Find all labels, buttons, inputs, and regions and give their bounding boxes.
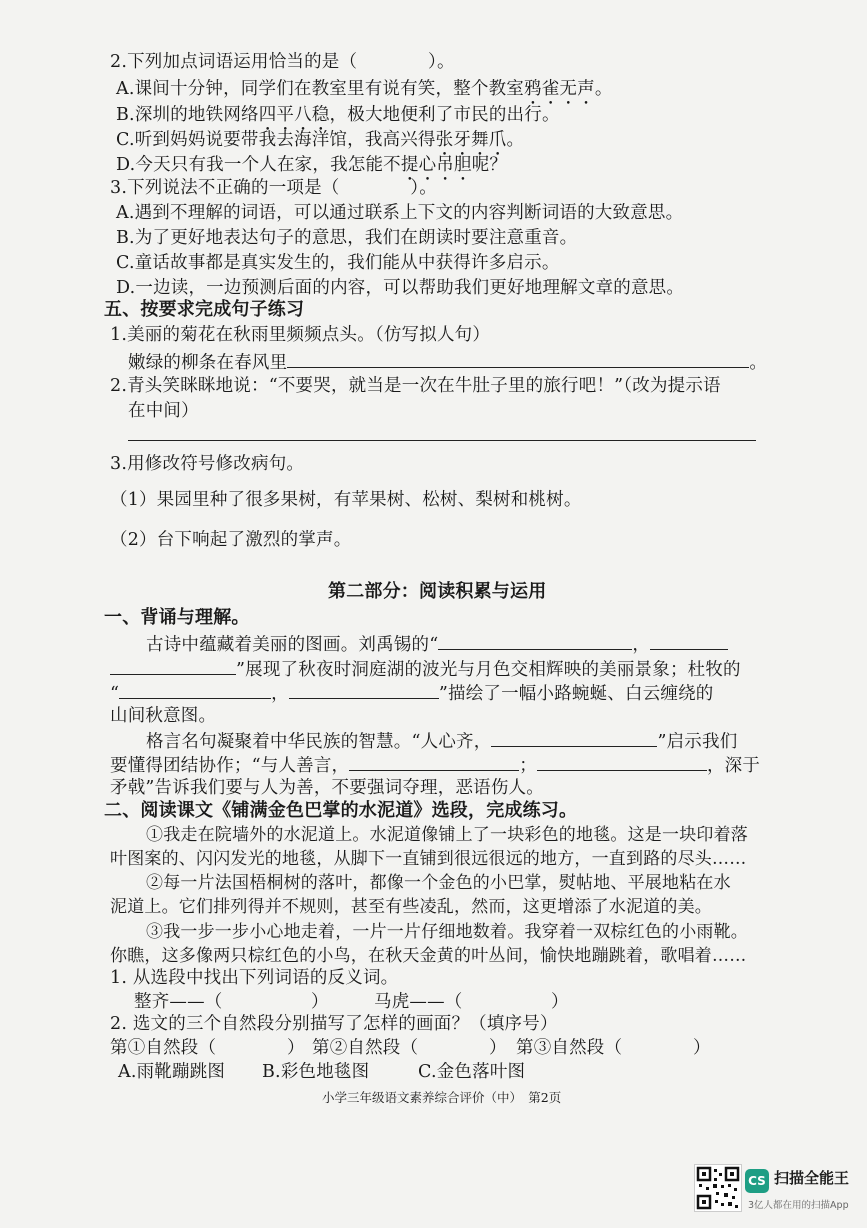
part2-title: 第二部分：阅读积累与运用: [328, 581, 547, 602]
poem-line-4: 山间秋意图。: [110, 706, 217, 726]
s5-q1-stem: 1.美丽的菊花在秋雨里频频点头。（仿写拟人句）: [110, 325, 491, 345]
s5-q2-stem-cont: 在中间）: [128, 401, 199, 421]
q2-option-b: B.深圳的地铁网络四平八稳，极大地便利了市民的出行。: [116, 105, 560, 125]
poem-blank-2b[interactable]: [110, 656, 236, 675]
motto-blank-3[interactable]: [537, 752, 707, 771]
q3-option-c: C.童话故事都是真实发生的，我们能从中获得许多启示。: [116, 253, 560, 273]
s5-q1-answer-line: 嫩绿的柳条在春风里 。: [128, 349, 767, 375]
q3-option-d: D.一边读，一边预测后面的内容，可以帮助我们更好地理解文章的意思。: [116, 278, 685, 298]
q2-option-d: D.今天只有我一个人在家，我怎能不提心吊胆呢？: [116, 155, 508, 175]
q2-option-a: A.课间十分钟，同学们在教室里有说有笑，整个教室鸦雀无声。: [116, 79, 613, 99]
q3-stem: 3.下列说法不正确的一项是（ ）。: [110, 178, 437, 198]
part2-sec1-title: 一、背诵与理解。: [104, 607, 250, 628]
qr-code-icon: [694, 1164, 742, 1212]
poem-blank-4[interactable]: [289, 680, 439, 699]
exercise-2-p1[interactable]: 第①自然段（ ）: [110, 1038, 305, 1058]
motto-line-1: 格言名句凝聚着中华民族的智慧。“人心齐， ”启示我们: [146, 728, 737, 754]
s5-q1-blank[interactable]: [287, 349, 749, 368]
poem-blank-3[interactable]: [119, 680, 271, 699]
poem-blank-1[interactable]: [438, 631, 632, 650]
part2-sec2-title: 二、阅读课文《铺满金色巴掌的水泥道》选段，完成练习。: [104, 800, 578, 821]
exercise-2-option-b: B.彩色地毯图: [262, 1062, 370, 1082]
q2-a-dotted-word: 鸦雀无声: [524, 79, 595, 99]
s5-q3-stem: 3.用修改符号修改病句。: [110, 454, 305, 474]
exercise-2-option-c: C.金色落叶图: [418, 1062, 526, 1082]
q2-d-dotted-word: 提心吊胆: [400, 155, 472, 175]
poem-line-1: 古诗中蕴藏着美丽的图画。刘禹锡的“ ，: [146, 631, 728, 657]
motto-blank-2[interactable]: [349, 752, 519, 771]
reading-p1-line-1: ①我走在院墙外的水泥道上。水泥道像铺上了一块彩色的地毯。这是一块印着落: [146, 825, 748, 845]
motto-blank-1[interactable]: [491, 728, 657, 747]
exercise-2-stem: 2. 选文的三个自然段分别描写了怎样的画面？（填序号）: [110, 1014, 558, 1034]
reading-p3-line-2: 你瞧，这多像两只棕红色的小鸟，在秋天金黄的叶丛间，愉快地蹦跳着，歌唱着……: [110, 946, 747, 966]
exercise-1-stem: 1. 从选段中找出下列词语的反义词。: [110, 968, 399, 988]
s5-q2-stem: 2.青头笑眯眯地说：“不要哭，就当是一次在牛肚子里的旅行吧！”（改为提示语: [110, 376, 721, 396]
exercise-2-option-a: A.雨靴蹦跳图: [118, 1062, 226, 1082]
page-footer: 小学三年级语文素养综合评价（中） 第2页: [322, 1090, 562, 1105]
poem-line-2: ”展现了秋夜时洞庭湖的波光与月色交相辉映的美丽景象；杜牧的: [110, 656, 741, 682]
camscanner-tagline: 3亿人都在用的扫描App: [748, 1200, 849, 1211]
q2-stem: 2.下列加点词语运用恰当的是（ ）。: [110, 52, 455, 72]
reading-p1-line-2: 叶图案的、闪闪发光的地毯，从脚下一直铺到很远很远的地方，一直到路的尽头……: [110, 849, 747, 869]
motto-line-3: 矛戟”告诉我们要与人为善，不要强词夺理，恶语伤人。: [110, 778, 544, 798]
q3-option-b: B.为了更好地表达句子的意思，我们在朗读时要注意重音。: [116, 228, 578, 248]
section5-title: 五、按要求完成句子练习: [104, 299, 305, 320]
s5-q3-sentence-1: （1）果园里种了很多果树，有苹果树、松树、梨树和桃树。: [110, 490, 582, 510]
exercise-1-a[interactable]: 整齐——（ ）: [134, 992, 329, 1012]
q3-option-a: A.遇到不理解的词语，可以通过联系上下文的内容判断词语的大致意思。: [116, 203, 684, 223]
camscanner-app-name: 扫描全能王: [774, 1169, 850, 1187]
poem-line-3: “ ， ”描绘了一幅小路蜿蜒、白云缠绕的: [110, 680, 714, 706]
q2-option-c: C.听到妈妈说要带我去海洋馆，我高兴得张牙舞爪。: [116, 130, 525, 150]
s5-q2-answer-line[interactable]: [128, 440, 756, 441]
exercise-2-p3[interactable]: 第③自然段（ ）: [516, 1038, 711, 1058]
reading-p2-line-2: 泥道上。它们排列得并不规则，甚至有些凌乱，然而，这更增添了水泥道的美。: [110, 897, 712, 917]
exercise-2-p2[interactable]: 第②自然段（ ）: [312, 1038, 507, 1058]
exercise-1-b[interactable]: 马虎——（ ）: [374, 992, 569, 1012]
reading-p3-line-1: ③我一步一步小心地走着，一片一片仔细地数着。我穿着一双棕红色的小雨靴。: [146, 922, 748, 942]
poem-blank-2a[interactable]: [650, 631, 728, 650]
q2-c-dotted-word: 张牙舞爪: [435, 130, 507, 150]
s5-q3-sentence-2: （2）台下响起了激烈的掌声。: [110, 530, 352, 550]
q2-b-dotted-word: 四平八稳: [258, 105, 330, 125]
camscanner-logo-icon: CS: [745, 1169, 769, 1193]
motto-line-2: 要懂得团结协作；“与人善言， ； ，深于: [110, 752, 760, 778]
reading-p2-line-1: ②每一片法国梧桐树的落叶，都像一个金色的小巴掌，熨帖地、平展地粘在水: [146, 873, 731, 893]
